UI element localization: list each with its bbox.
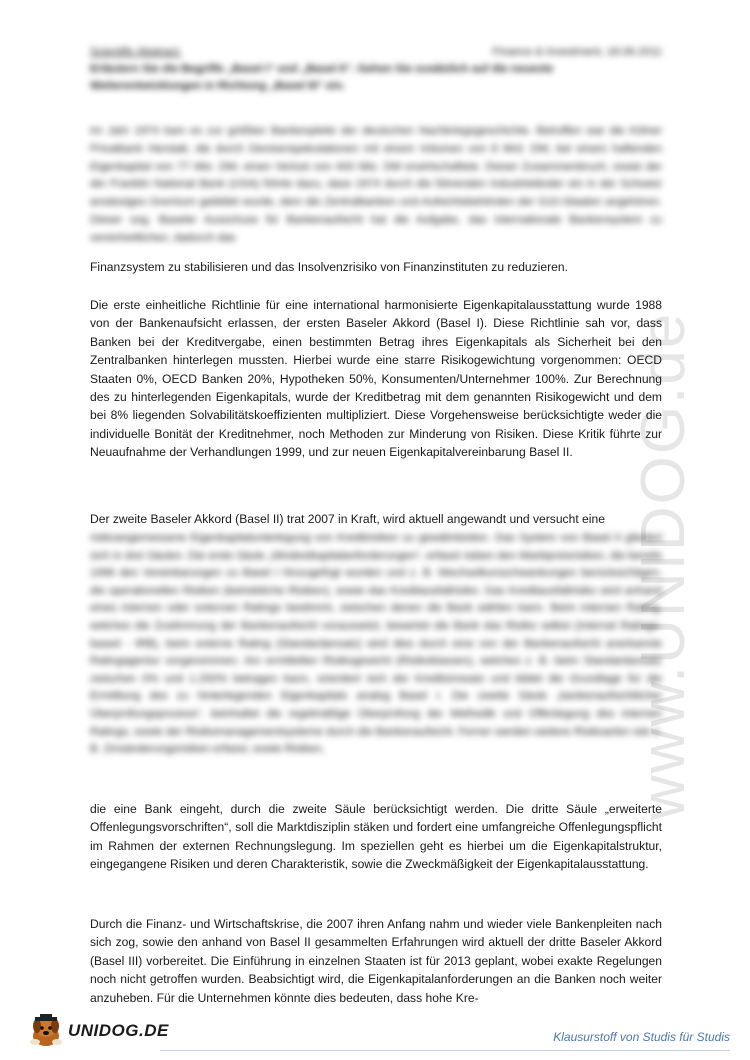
paragraph-3-tail <box>90 800 662 874</box>
dog-mascot-icon <box>26 1014 66 1048</box>
footer-divider <box>160 1050 730 1051</box>
paragraph-1-tail <box>90 258 662 276</box>
logo-text: UNIDOG.DE <box>68 1021 169 1040</box>
paragraph-4 <box>90 915 662 1007</box>
footer-tagline: Klausurstoff von Studis für Studis <box>553 1030 730 1044</box>
paragraph-2 <box>90 296 662 462</box>
paragraph-text: Finanzsystem zu stabilisieren und das Insolvenzrisiko von Finanzinstituten zu reduzieren. <box>90 260 568 274</box>
paragraph-text: Im Jahr 1974 kam es zur größten Bankenpleite der deutschen Nachkriegsgeschichte. Betroffen war die Kölner Privatbank Herstatt, die durch Devisenspekulationen mit einem Volumen von 8 Mrd. DM, bei einem haftenden Eigenkapital von 77 Mio. DM, einen Verlust von 400 Mio. DM erwirtschaftete. Dieser Zusammenbruch, sowie der der Franklin National Bank (USA) führte dazu, dass 1974 durch die führenden Industrieländer ein in der Schweiz ansässiges Gremium gebildet wurde, dem die Zentralbanken und Aufsichtsbehörden der G10-Staaten angehören. Dieser sog. Baseler Ausschuss für Bankenaufsicht hat die Aufgabe, das internationale Bankensystem zu vereinheitlichen, dadurch das <box>90 125 662 244</box>
task-title: Erläutern Sie die Begriffe „Basel I“ und „Basel II“. Gehen Sie zusätzlich auf die neueste Weiterentwicklungen in Richtung „Basel III“ ein. <box>90 63 554 92</box>
header-right: Finance & Investment, 18.06.2011 <box>492 46 662 58</box>
unidog-logo <box>26 1014 169 1048</box>
paragraph-text: risikoangemessene Eigenkapitalunterlegung von Kreditrisiken zu gewährleisten. Das System von Basel II gliedert sich in drei Säulen. Die erste Säule „Mindestkapitalanforderungen“, erfasst neben den Marktpreisrisiken, die bereits 1996 den Vereinbarungen zu Basel I hinzugefügt wurden und z. B. Wechselkursschwankungen berücksichtigen, die operationellen Risiken (betriebliche Risiken), sowie das Kreditausfallrisiko. Das Kreditausfallrisiko wird anhand eines internen oder externen Ratings bestimmt, zwischen denen die Bank wählen kann. Beim internen Rating, welches die Zustimmung der Bankenaufsicht voraussetzt, bewertet die Bank das Risiko selbst (Internal Ratings-based - IRB), beim externe Rating (Standardansatz) wird dies durch eine von der Bankenaufsicht anerkannte Ratingagentur vorgenommen. Am ermittelten Risikogewicht (Risikoklassen), welches z. B. beim Standardansatz zwischen 0% und 1.250% betragen kann, orientiert sich der Kreditzinssatz und bildet die Grundlage für die Ermittlung des zu hinterlegenden Eigenkapitals analog Basel I. Die zweite Säule „bankenaufsichtlicher Überprüfungsprozess“, beinhaltet die regelmäßige Überprüfung der Methodik und Offenlegung des internen Ratings, sowie der Risikomanagementsysteme durch die Bankenaufsicht. Ferner werden weitere Risikoarten wie z. B. Zinsänderungsrisiken erfasst, sowie Risiken, <box>90 532 662 756</box>
watermark: www.UNIDOG.de <box>629 311 698 820</box>
blurred-paragraph-1 <box>90 123 662 248</box>
header-left: Scientific Abstract: <box>90 46 182 58</box>
paragraph-text: Durch die Finanz- und Wirtschaftskrise, die 2007 ihren Anfang nahm und wieder viele Bankenpleiten nach sich zog, sowie den anhand von Basel II gesammelten Erfahrungen wird aktuell der dritte Baseler Akkord (Basel III) vorbereitet. Die Einführung in einzelnen Staaten ist für 2013 geplant, wobei exakte Regelungen noch nicht getroffen wurden. Beabsichtigt wird, die Eigenkapitalanforderungen an die Banken noch weiter anzuheben. Für die Unternehmen könnte dies bedeuten, dass hohe Kre- <box>90 917 662 1005</box>
paragraph-text: Der zweite Baseler Akkord (Basel II) trat 2007 in Kraft, wird aktuell angewandt und versucht eine <box>90 512 605 526</box>
blurred-header <box>90 44 662 95</box>
paragraph-text: die eine Bank eingeht, durch die zweite Säule berücksichtigt werden. Die dritte Säule „erweiterte Offenlegungsvorschriften“, soll die Marktdisziplin stäken und fordert eine umfangreiche Offenlegungspflicht im Rahmen der externen Rechnungslegung. Im speziellen geht es hierbei um die Eigenkapitalstruktur, eingegangene Risiken und deren Charakteristik, sowie die Zweckmäßigkeit der Eigenkapitalausstattung. <box>90 802 662 872</box>
blurred-paragraph-3 <box>90 530 662 759</box>
paragraph-text: Die erste einheitliche Richtlinie für eine international harmonisierte Eigenkapitalausstattung wurde 1988 von der Bankenaufsicht erlassen, der ersten Baseler Akkord (Basel I). Diese Richtlinie sah vor, dass Banken bei der Kreditvergabe, einen bestimmten Betrag ihres Eigenkapitals als Sicherheit bei den Zentralbanken hinterlegen mussten. Hierbei wurde eine starre Risikogewichtung vorgenommen: OECD Staaten 0%, OECD Banken 20%, Hypotheken 50%, Konsumenten/Unternehmer 100%. Zur Berechnung des zu hinterlegenden Eigenkapitals, wurde der Kreditbetrag mit dem genannten Risikogewicht und dem bei 8% liegenden Solvabilitätskoeffizienten multipliziert. Diese Vorgehensweise berücksichtigte weder die individuelle Bonität der Kreditnehmer, noch Methoden zur Minderung von Risiken. Diese Kritik führte zur Neuaufnahme der Verhandlungen 1999, und zur neuen Eigenkapitalvereinbarung Basel II. <box>90 298 662 460</box>
paragraph-3-head <box>90 510 662 528</box>
